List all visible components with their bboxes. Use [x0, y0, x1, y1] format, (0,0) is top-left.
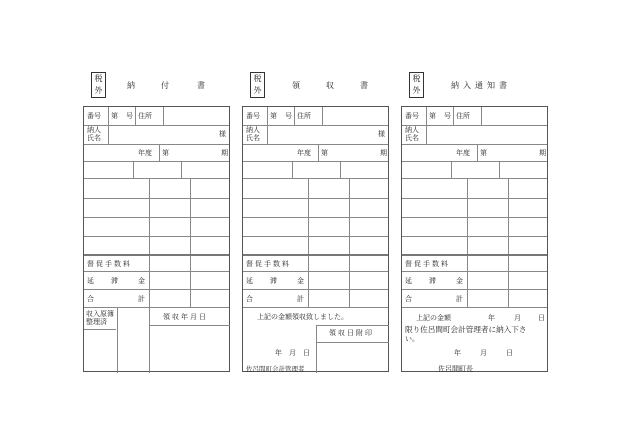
- treasurer-label: 佐呂間町会計管理者: [246, 365, 305, 373]
- go-label: 号: [444, 112, 451, 120]
- late-fee-label-char: 滞: [429, 277, 436, 285]
- title-char: 知: [487, 81, 496, 90]
- payer-name-label: 氏名: [405, 134, 419, 142]
- total-label-char: 計: [138, 295, 145, 303]
- fiscal-year-label: 年度: [456, 149, 470, 157]
- address-label: 住所: [138, 112, 152, 120]
- tax-exempt-tag: [409, 72, 424, 98]
- reminder-fee-label: 督促手数料: [87, 260, 132, 268]
- form-header: [401, 70, 548, 100]
- period-label: 期: [221, 149, 228, 157]
- form-body: [83, 106, 230, 372]
- total-label-char: 合: [246, 295, 253, 303]
- title-char: 書: [360, 81, 369, 90]
- notice-year: 年: [488, 314, 495, 322]
- payer-name-label: 納人: [405, 126, 419, 134]
- sama-label: 様: [378, 130, 385, 138]
- late-fee-label-char: 金: [456, 277, 463, 285]
- late-fee-label-char: 延: [405, 277, 412, 285]
- tag-char: 税: [253, 74, 262, 83]
- dai-label: 第: [270, 112, 277, 120]
- tag-char: 外: [412, 86, 421, 95]
- tax-exempt-tag: [250, 72, 265, 98]
- fiscal-year-label: 年度: [297, 149, 311, 157]
- payer-name-label: 納人: [87, 126, 101, 134]
- fiscal-year-label: 年度: [138, 149, 152, 157]
- title-char: 納: [127, 81, 136, 90]
- go-label: 号: [126, 112, 133, 120]
- notice-text: 上記の金額: [416, 314, 451, 322]
- notice-month: 月: [514, 314, 521, 322]
- mayor-label: 佐呂間町長: [438, 365, 473, 373]
- received-statement: 上記の金額領収致しました。: [257, 313, 348, 321]
- tax-exempt-tag: [91, 72, 106, 98]
- receipt-date-label: 領収年月日: [163, 313, 208, 321]
- date-year-label: 年: [275, 349, 282, 357]
- tag-char: 外: [253, 86, 262, 95]
- total-label-char: 合: [405, 295, 412, 303]
- payer-name-label: 氏名: [87, 134, 101, 142]
- address-label: 住所: [456, 112, 470, 120]
- dai-label: 第: [429, 112, 436, 120]
- total-label-char: 合: [87, 295, 94, 303]
- ledger-label: 収入原簿: [86, 310, 114, 318]
- period-label: 期: [539, 149, 546, 157]
- total-label-char: 計: [456, 295, 463, 303]
- notice-text: い。: [405, 335, 419, 343]
- number-label: 番号: [405, 112, 419, 120]
- ledger-label: 整理済: [86, 318, 107, 326]
- dai-label: 第: [321, 149, 328, 157]
- title-char: 書: [197, 81, 206, 90]
- late-fee-label-char: 金: [297, 277, 304, 285]
- notice-text: 限り佐呂間町会計管理者に納入下さ: [405, 325, 527, 334]
- date-day-label: 日: [506, 349, 513, 357]
- dai-label: 第: [480, 149, 487, 157]
- payment-slip-form: [83, 70, 230, 372]
- dai-label: 第: [162, 149, 169, 157]
- form-body: [242, 106, 389, 372]
- date-month-label: 月: [289, 349, 296, 357]
- tag-char: 税: [94, 74, 103, 83]
- late-fee-label-char: 滞: [270, 277, 277, 285]
- date-month-label: 月: [480, 349, 487, 357]
- form-header: [242, 70, 389, 100]
- dai-label: 第: [111, 112, 118, 120]
- title-char: 入: [463, 81, 472, 90]
- title-char: 納: [451, 81, 460, 90]
- receipt-form: [242, 70, 389, 372]
- late-fee-label-char: 金: [138, 277, 145, 285]
- form-body: [401, 106, 548, 372]
- payer-name-label: 氏名: [246, 134, 260, 142]
- title-char: 通: [475, 81, 484, 90]
- title-char: 領: [292, 81, 301, 90]
- payer-name-label: 納人: [246, 126, 260, 134]
- date-year-label: 年: [454, 349, 461, 357]
- date-day-label: 日: [303, 349, 310, 357]
- title-char: 収: [326, 81, 335, 90]
- late-fee-label-char: 延: [246, 277, 253, 285]
- go-label: 号: [285, 112, 292, 120]
- late-fee-label-char: 延: [87, 277, 94, 285]
- tag-char: 税: [412, 74, 421, 83]
- title-char: 書: [499, 81, 508, 90]
- payment-notice-form: [401, 70, 548, 372]
- total-label-char: 計: [297, 295, 304, 303]
- tag-char: 外: [94, 86, 103, 95]
- receipt-stamp-label: 領収日附印: [329, 329, 374, 337]
- address-label: 住所: [297, 112, 311, 120]
- period-label: 期: [380, 149, 387, 157]
- number-label: 番号: [87, 112, 101, 120]
- sama-label: 様: [219, 130, 226, 138]
- number-label: 番号: [246, 112, 260, 120]
- late-fee-label-char: 滞: [111, 277, 118, 285]
- reminder-fee-label: 督促手数料: [405, 260, 450, 268]
- reminder-fee-label: 督促手数料: [246, 260, 291, 268]
- title-char: 付: [161, 81, 170, 90]
- form-header: [83, 70, 230, 100]
- notice-day: 日: [538, 314, 545, 322]
